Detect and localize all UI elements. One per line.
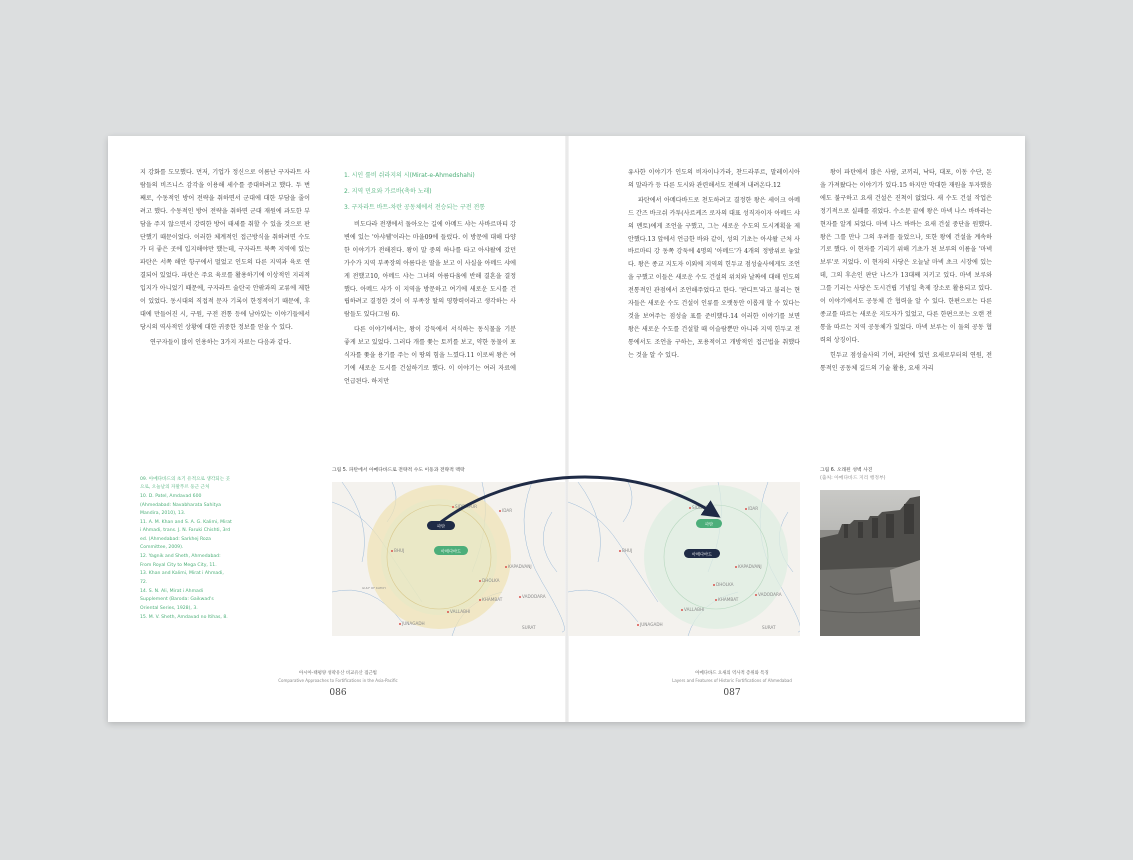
place-label: SURAT: [522, 625, 536, 630]
place-label: JUNAGADH: [640, 622, 663, 627]
footnote: 13. Khan and Kalimi, Mirat i Ahmadi, 72.: [140, 571, 224, 585]
place-label: SIDDHPUR: [455, 504, 477, 509]
place-label: KHAMBAT: [718, 597, 739, 602]
place-label: VALLABHI: [450, 609, 471, 614]
footnote: 10. D. Patel, Amdavad 600 (Ahmedabad: Navabharata Sahitya Mandira, 2010), 13.: [140, 494, 221, 517]
migration-arrow: [108, 136, 1025, 722]
footnote: 15. M. V. Sheth, Amdavad no Itihas, 8.: [140, 614, 228, 620]
list-item: 2. 지역 민요와 가르바(축하 노래): [344, 188, 432, 195]
place-label: BHUJ: [622, 548, 633, 553]
paragraph: 파탄에서 아메다바드로 천도하려고 결정한 왕은 세이크 아메드 간즈 바크쉬 카투(사르케즈 로자의 대표 성직자이자 아메드 샤의 멘토)에게 조언을 구했고, 그는 새로운 수도의 도시계획을 제안했다.13 앞에서 언급한 바와 같이, 성의 기초는 아샤왈 근처 사바르마티 강 동쪽 강둑에 4명의 '아메드'가 4개의 정방위로 놓았다. 왕은 종교 지도자 이외에 지역의 힌두교 점성술사에게도 조언을 구했고 이들은 새로운 수도 건설의 위치와 날짜에 대해 인도의 전통적인 관점에서 조언해주었다고 한다. '판디트'라고 불리는 현자들은 새로운 수도 건설이 인류를 오랫동안 이롭게 할 수 있다는 것을 보여주는 점성술 표를 준비했다.14 이러한 이야기를 보면 왕은 새로운 수도를 건설할 때 이슬람뿐만 아니라 지역 힌두교 전통에서도 조언을 구하는, 포용적이고 개방적인 접근법을 취했다는 것을 알 수 있다.: [628, 196, 800, 359]
place-label: SURAT: [762, 625, 776, 630]
place-label: BHUJ: [394, 548, 405, 553]
page-number-right: 087: [723, 688, 741, 698]
book-spread: [108, 136, 1025, 722]
footer-title-kr: 아시아-태평양 성곽유산 비교유산 접근법: [299, 671, 377, 676]
place-label: KAPADVANJ: [508, 564, 532, 569]
paragraph: 유사한 이야기가 인도의 비자이나가라, 찬드라푸르, 말레이시아의 말라카 등 다른 도시와 관련해서도 전해져 내려온다.12: [628, 169, 800, 189]
ahmedabad-label: 아메다바드: [691, 551, 713, 557]
place-label: IDAR: [502, 508, 513, 513]
place-label: VADODARA: [758, 592, 782, 597]
footnote: 12. Yagnik and Sheth, Ahmedabad: From Royal City to Mega City, 11.: [140, 554, 221, 568]
place-label: VADODARA: [522, 594, 546, 599]
place-label: DHOLKA: [482, 578, 500, 583]
patan-label: 파탄: [436, 523, 446, 529]
figure-6-source: (출처: 아메다바드 지리 행정부): [820, 476, 886, 481]
place-label: KAPADVANJ: [738, 564, 762, 569]
paragraph: 힌두교 점성술사의 기여, 파탄에 있던 요새로부터의 연원, 전통적인 공동체 길드의 기술 활용, 요새 자리: [820, 351, 992, 372]
footnote: 14. S. N. Ali, Mirat i Ahmadi Supplement (Baroda: Gaikwad's Oriental Series, 1928), 3.: [140, 588, 214, 611]
place-label: KHAMBAT: [482, 597, 503, 602]
footer-title-en: Layers and Features of Historic Fortifications of Ahmedabad: [672, 678, 792, 683]
paragraph: 비도다라 전쟁에서 돌아오는 길에 아메드 샤는 사바르마티 강변에 있는 '아샤웰'이라는 마을09에 들렀다. 이 방문에 대해 다양한 이야기가 전해진다. 왕이 말 중의 하나를 타고 아샤왈에 갔던 가수가 지역 부족장의 아름다운 딸을 보고 이 사실을 아메드 샤에게 전했고10, 아메드 샤는 그녀의 아름다움에 반해 결혼을 결정했다. 아메드 샤가 이 지역을 방문하고 여기에 새로운 도시를 건립하려고 결정한 것이 이 부족장 딸의 영향력이라고 생각하는 사람들도 있다(그림 6).: [344, 221, 516, 319]
place-label: DHOLKA: [716, 582, 734, 587]
paragraph: 연구자들이 많이 인용하는 3가지 자료는 다음과 같다.: [150, 338, 292, 346]
place-label: IDAR: [748, 506, 759, 511]
footer-title-en: Comparative Approaches to Fortifications in the Asia-Pacific: [278, 678, 398, 683]
footer-title-kr: 아메다바드 요새의 역사적 층위와 특징: [695, 671, 769, 676]
patan-label: 파탄: [704, 521, 714, 527]
footnote: 11. A. M. Khan and S. A. G. Kalimi, Mirat i Ahmadi, trans. J. N. Faruki Chishti, 3rd ed. (Ahmedabad: Sarkhej Roza Committee, 2009).: [140, 520, 232, 551]
ahmedabad-label: 아메다바드: [440, 548, 462, 554]
place-label: GULF OF KATCH: [362, 586, 386, 590]
figure-6-caption: 그림 6. 오래된 성벽 사진: [820, 468, 873, 473]
place-label: SIDDHPUR: [692, 505, 714, 510]
figure-5-caption: 그림 5. 파탄에서 아메다바드로 전략적 수도 이동과 전략적 맥락: [332, 468, 465, 473]
place-label: JUNAGADH: [402, 621, 425, 626]
paragraph: 다른 이야기에서는, 왕이 강둑에서 서식하는 동식물을 기분 좋게 보고 있었다. 그러다 개를 쫓는 토끼를 보고, 약한 동물이 포식자를 쫓을 용기를 주는 이 땅의 힘을 느꼈다.11 이로써 왕은 여기에 새로운 도시를 건설하기로 했다. 이 이야기는 여러 자료에 언급된다. 하지만: [344, 326, 516, 385]
place-label: VALLABHI: [684, 607, 705, 612]
page-number-left: 086: [329, 688, 347, 698]
paragraph: 왕이 파탄에서 많은 사람, 코끼리, 낙타, 대포, 이동 수단, 돈을 가져왔다는 이야기가 있다.15 하지만 막대한 재원을 투자했음에도 불구하고 요새 건설은 진척이 없었다. 새 수도 건설 작업은 정기적으로 실패를 겪었다. 수소문 끝에 왕은 마넥 나스 바바라는 현자를 알게 되었다. 마넥 나스 바바는 요새 건설 중단을 원했다. 왕은 그를 만나 그의 우려를 들었으나, 또한 왕에 건설을 계속하기로 했다. 이 현자를 기리기 위해 기초가 된 보루의 이름을 '마넥 보루'로 지었다. 이 현자의 사당은 오늘날 마넥 초크 시장에 있는데, 그의 후손인 판단 나스가 13대째 지키고 있다. 마넥 보루와 그를 기리는 사당은 도시건립 기념일 축제 장소로 활용되고 있다. 이 이야기에서도 공동체 간 협력을 알 수 있다. 한편으로는 다른 종교를 따르는 새로운 지도자가 있었고, 다른 한편으로는 오랜 전통을 따르는 지역 공동체가 있었다. 마넥 보루는 이 둘의 공동 협력의 상징이다.: [820, 169, 992, 344]
list-item: 1. 시인 룰비 쉬라지의 시(Mirat-e-Ahmedshahi): [344, 172, 475, 179]
paragraph: 지 강화를 도모했다. 먼저, 기업가 정신으로 이름난 구자라트 사람들의 비즈니스 감각을 이용해 세수를 증대하려고 했다. 두 번째로, 수동적인 방어 전략을 취하면서 군대에 대한 부담을 줄이려고 했다. 수동적인 방어 전략을 취하면 군대 재원에 과도한 부담을 주지 않으면서 강력한 방어 태세를 취할 수 있을 것으로 판단했기 때문이었다. 이러한 체계적인 접근방식을 취하려면 수도가 더 좋은 곳에 입지해야만 했는데, 구자라트 북쪽 지역에 있는 파탄은 서쪽 해안 항구에서 멀었고 인도의 다른 지역과 육로 연결되어 있었다. 파탄은 주요 육로를 활용하기에 이상적인 지리적 입지가 아니었기 때문에, 구자라트 술탄국 안팎과의 교류에 제한이 있었다. 동시대의 직접적 문자 기록이 한정적이기 때문에, 후대에 만들어진 시, 구원, 구전 전통 등에 남아있는 이야기들에서 당시의 역사적인 상황에 대한 귀중한 정보를 얻을 수 있다.: [140, 169, 310, 331]
footnote: 09. 아메다바드의 초기 유적으로 생각되는 곳으로, 오늘날의 자말푸르 둥근 근처: [140, 477, 231, 491]
list-item: 3. 구자라트 바트-차란 공동체에서 전승되는 구전 전통: [344, 204, 486, 211]
